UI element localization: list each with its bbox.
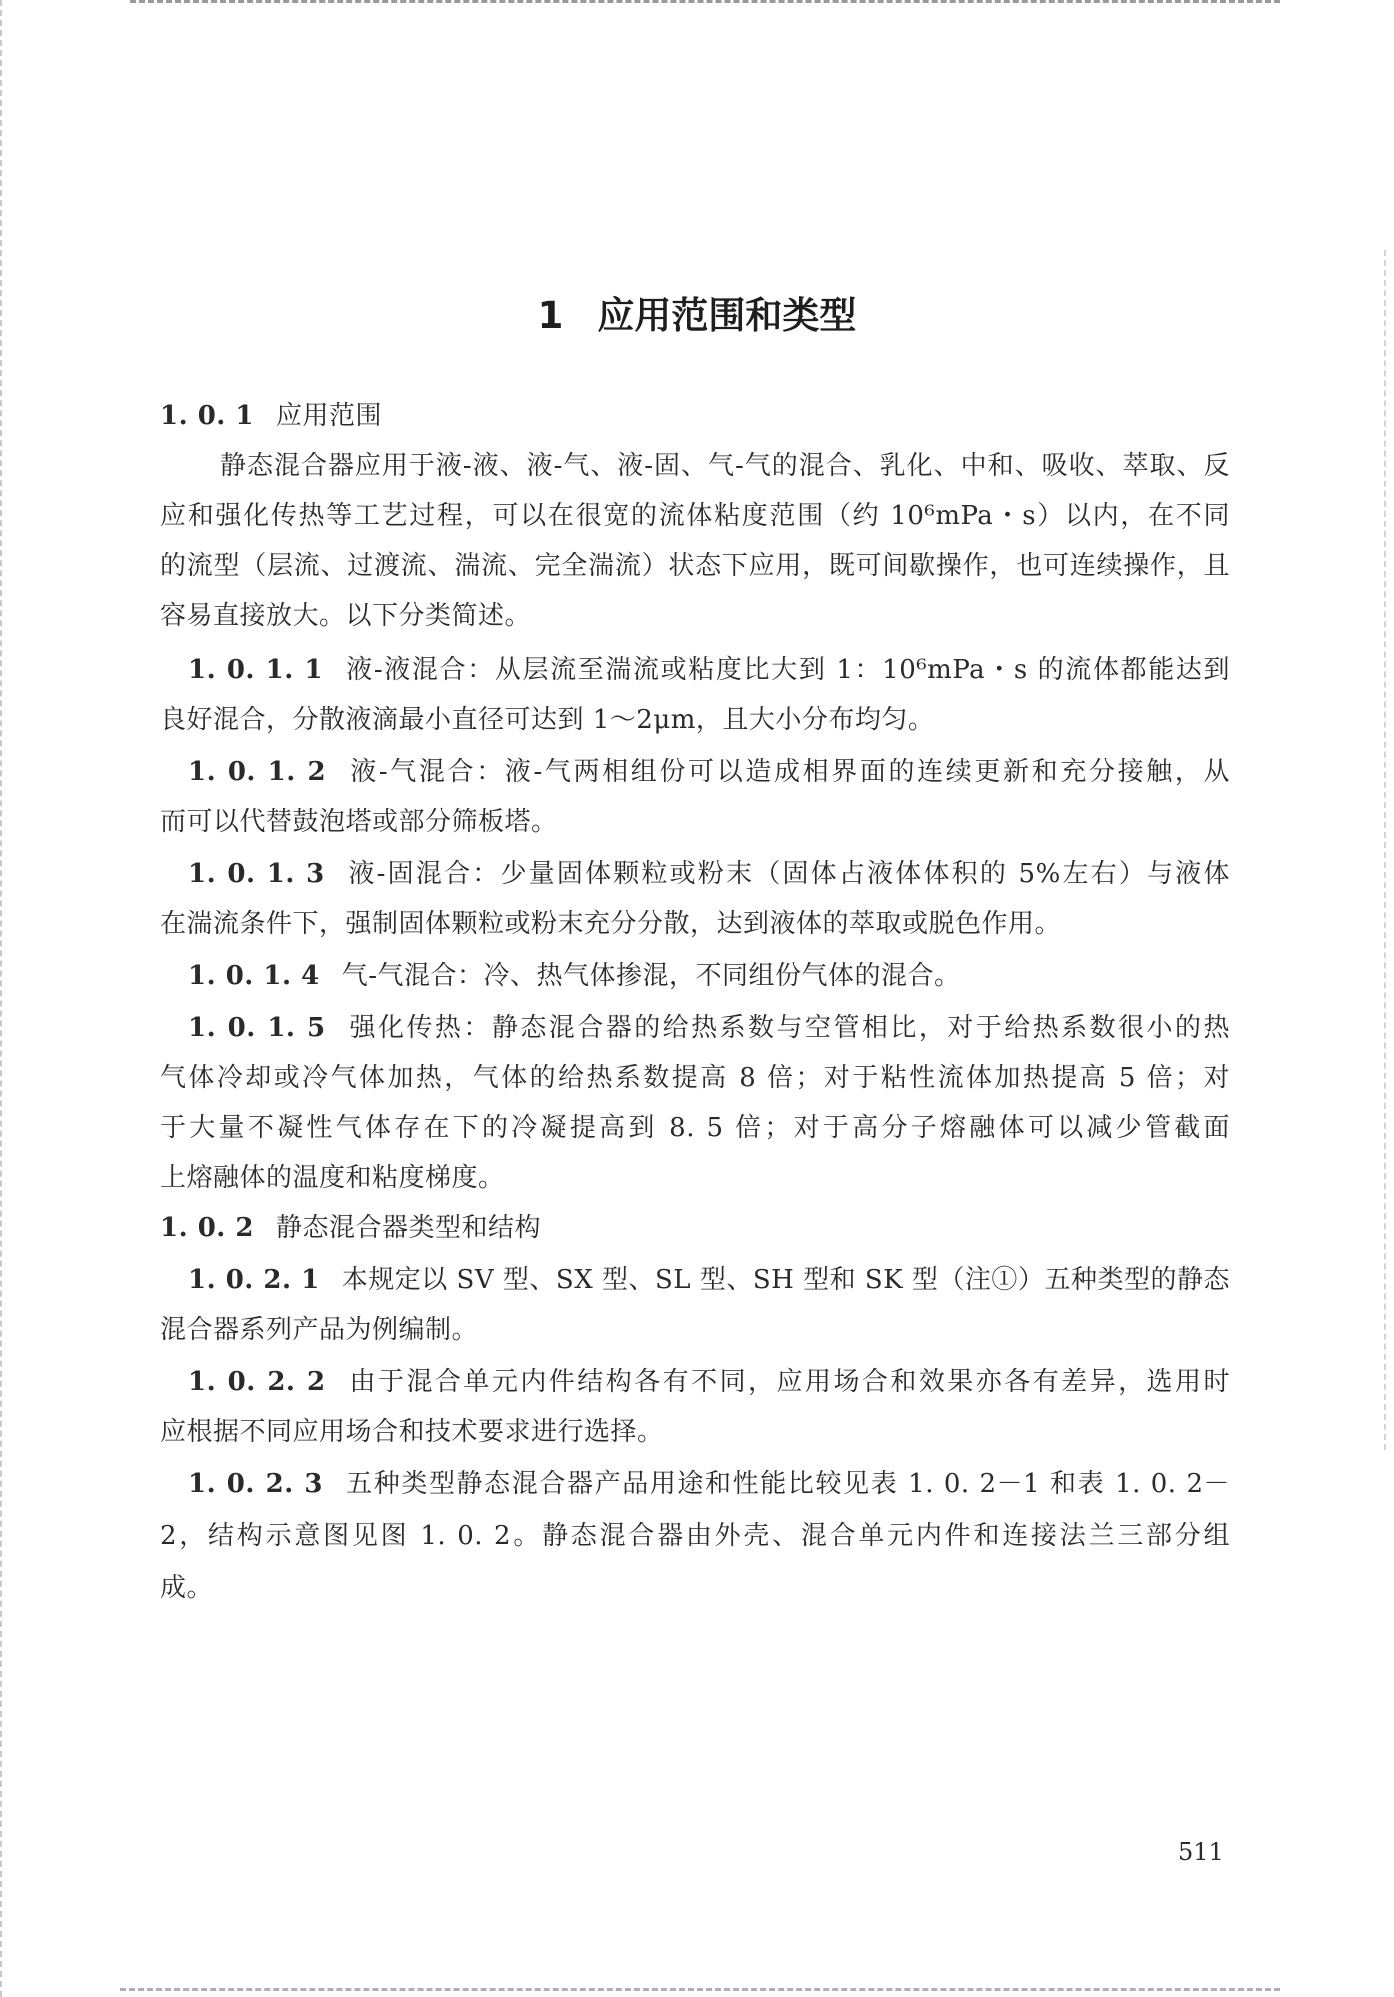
clause-text: 气-气混合：冷、热气体掺混，不同组份气体的混合。 (341, 961, 961, 991)
paragraph-line: 应根据不同应用场合和技术要求进行选择。 (160, 1417, 664, 1447)
clause-number: 1. 0. 1. 1 (188, 655, 324, 685)
section-number: 1. 0. 1 (160, 401, 254, 431)
paragraph-line: 成。 (160, 1573, 214, 1603)
chapter-title-text: 应用范围和类型 (597, 294, 857, 337)
paragraph-line: 的流型（层流、过渡流、湍流、完全湍流）状态下应用，既可间歇操作，也可连续操作，且 (160, 551, 1230, 581)
page-number: 511 (1178, 1838, 1224, 1866)
clause-text: 五种类型静态混合器产品用途和性能比较见表 1. 0. 2－1 和表 1. 0. 2－ (345, 1469, 1230, 1499)
clause-number: 1. 0. 2. 3 (188, 1469, 324, 1499)
clause-text: 由于混合单元内件结构各有不同，应用场合和效果亦各有差异，选用时 (347, 1367, 1230, 1397)
clause-1-0-2-3 (188, 1462, 1230, 1506)
clause-number: 1. 0. 1. 3 (188, 859, 325, 889)
clause-number: 1. 0. 1. 5 (188, 1013, 326, 1043)
paragraph-line: 上熔融体的温度和粘度梯度。 (160, 1163, 505, 1193)
clause-text: 强化传热：静态混合器的给热系数与空管相比，对于给热系数很小的热 (347, 1013, 1230, 1043)
paragraph-line: 在湍流条件下，强制固体颗粒或粉末充分分散，达到液体的萃取或脱色作用。 (160, 909, 1062, 939)
paragraph-line: 2，结构示意图见图 1. 0. 2。静态混合器由外壳、混合单元内件和连接法兰三部分组 (160, 1521, 1230, 1551)
clause-1-0-1-5 (188, 1006, 1230, 1050)
paragraph-line: 气体冷却或冷气体加热，气体的给热系数提高 8 倍；对于粘性流体加热提高 5 倍；对 (160, 1063, 1230, 1093)
clause-1-0-1-3 (188, 852, 1230, 896)
chapter-number: 1 (537, 294, 564, 337)
clause-number: 1. 0. 2. 2 (188, 1367, 326, 1397)
clause-number: 1. 0. 2. 1 (188, 1265, 320, 1295)
clause-1-0-2-2 (188, 1360, 1230, 1404)
scan-right-edge (1382, 250, 1386, 1450)
clause-1-0-1-1 (188, 648, 1230, 692)
section-heading-1-0-1 (160, 394, 382, 438)
paragraph-line: 良好混合，分散液滴最小直径可达到 1～2μm，且大小分布均匀。 (160, 705, 935, 735)
clause-number: 1. 0. 1. 4 (188, 961, 320, 991)
clause-text: 液-气混合：液-气两相组份可以造成相界面的连续更新和充分接触，从 (348, 757, 1230, 787)
section-title: 静态混合器类型和结构 (275, 1213, 541, 1243)
clause-text: 本规定以 SV 型、SX 型、SL 型、SH 型和 SK 型（注①）五种类型的静态 (341, 1265, 1230, 1295)
section-title: 应用范围 (275, 401, 382, 431)
paragraph-line: 应和强化传热等工艺过程，可以在很宽的流体粘度范围（约 10⁶mPa・s）以内，在不同 (160, 501, 1230, 531)
chapter-title (0, 285, 1394, 339)
section-number: 1. 0. 2 (160, 1213, 254, 1243)
paragraph-line: 而可以代替鼓泡塔或部分筛板塔。 (160, 807, 558, 837)
clause-number: 1. 0. 1. 2 (188, 757, 327, 787)
section-heading-1-0-2 (160, 1206, 541, 1250)
paragraph-line: 静态混合器应用于液-液、液-气、液-固、气-气的混合、乳化、中和、吸收、萃取、反 (220, 451, 1230, 481)
clause-1-0-1-2 (188, 750, 1230, 794)
paragraph-line: 于大量不凝性气体存在下的冷凝提高到 8. 5 倍；对于高分子熔融体可以减少管截面 (160, 1113, 1230, 1143)
paragraph-line: 容易直接放大。以下分类简述。 (160, 601, 532, 631)
scan-bottom-edge (120, 1988, 1280, 1995)
scan-top-edge (130, 0, 1280, 7)
clause-1-0-1-4 (188, 954, 960, 998)
clause-text: 液-液混合：从层流至湍流或粘度比大到 1：10⁶mPa・s 的流体都能达到 (345, 655, 1230, 685)
paragraph-line: 混合器系列产品为例编制。 (160, 1315, 479, 1345)
clause-1-0-2-1 (188, 1258, 1230, 1302)
clause-text: 液-固混合：少量固体颗粒或粉末（固体占液体体积的 5%左右）与液体 (346, 859, 1230, 889)
